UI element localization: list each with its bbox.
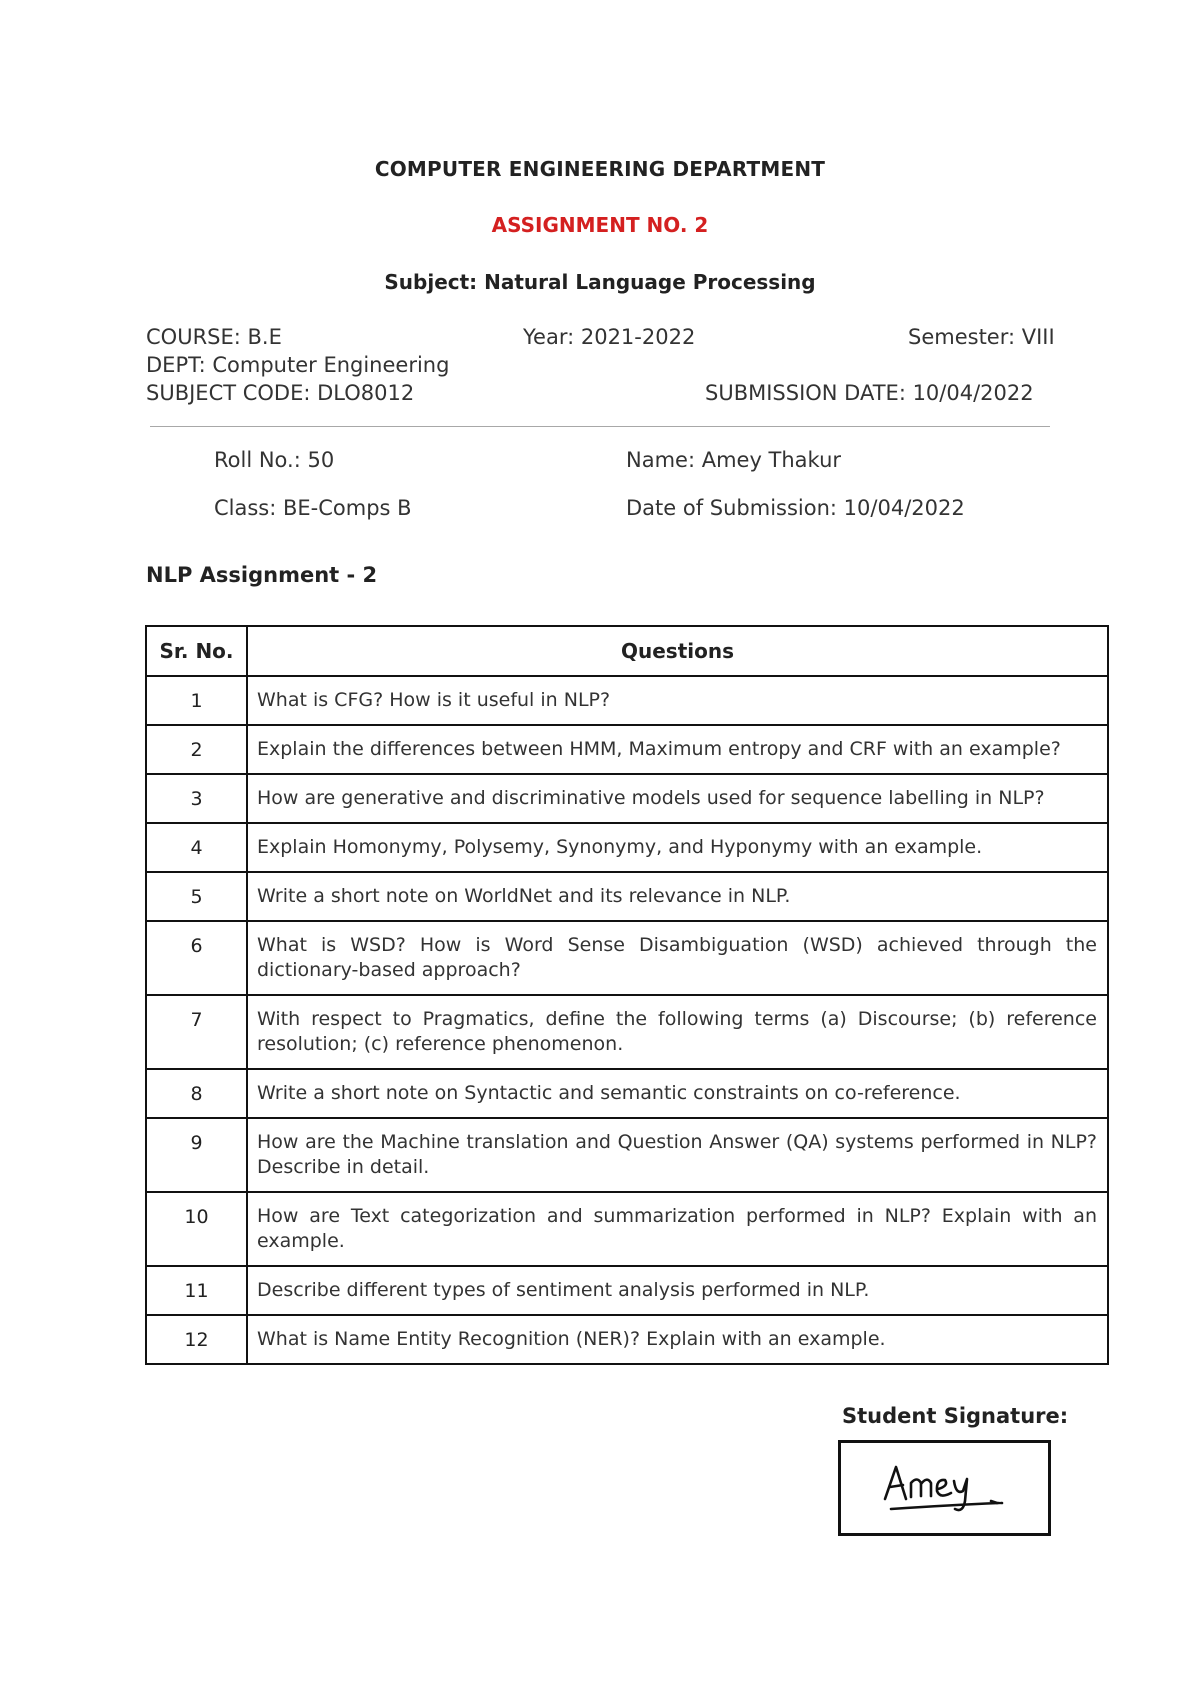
submission-date-info: SUBMISSION DATE: 10/04/2022 [705, 381, 1034, 405]
assignment-title: ASSIGNMENT NO. 2 [491, 213, 709, 237]
sr-number: 4 [146, 823, 247, 872]
question-text: What is Name Entity Recognition (NER)? Explain with an example. [247, 1315, 1108, 1364]
sr-number: 5 [146, 872, 247, 921]
table-row [146, 1266, 1108, 1315]
question-text: Explain the differences between HMM, Maximum entropy and CRF with an example? [247, 725, 1108, 774]
divider [150, 426, 1050, 427]
column-header-sr-no: Sr. No. [146, 626, 247, 676]
subject-code-info: SUBJECT CODE: DLO8012 [146, 381, 415, 405]
question-text: How are the Machine translation and Question Answer (QA) systems performed in NLP? Describe in detail. [247, 1118, 1108, 1192]
sr-number: 6 [146, 921, 247, 995]
sr-number: 7 [146, 995, 247, 1069]
section-title: NLP Assignment - 2 [146, 563, 378, 587]
question-text: Write a short note on WorldNet and its relevance in NLP. [247, 872, 1108, 921]
question-text: What is CFG? How is it useful in NLP? [247, 676, 1108, 725]
signature-box [838, 1440, 1051, 1536]
table-header-row [146, 626, 1108, 676]
questions-table [145, 625, 1109, 1365]
column-header-questions: Questions [247, 626, 1108, 676]
table-row [146, 725, 1108, 774]
sr-number: 12 [146, 1315, 247, 1364]
question-text: What is WSD? How is Word Sense Disambiguation (WSD) achieved through the dictionary-based approach? [247, 921, 1108, 995]
question-text: With respect to Pragmatics, define the following terms (a) Discourse; (b) reference resolution; (c) reference phenomenon. [247, 995, 1108, 1069]
date-of-submission: Date of Submission: 10/04/2022 [626, 496, 965, 520]
year-info: Year: 2021-2022 [523, 325, 696, 349]
sr-number: 3 [146, 774, 247, 823]
question-text: Describe different types of sentiment analysis performed in NLP. [247, 1266, 1108, 1315]
handwritten-signature [841, 1443, 1048, 1533]
table-row [146, 1315, 1108, 1364]
sr-number: 8 [146, 1069, 247, 1118]
subject-title: Subject: Natural Language Processing [384, 270, 816, 294]
question-text: Write a short note on Syntactic and semantic constraints on co-reference. [247, 1069, 1108, 1118]
sr-number: 11 [146, 1266, 247, 1315]
sr-number: 10 [146, 1192, 247, 1266]
table-row [146, 1192, 1108, 1266]
sr-number: 9 [146, 1118, 247, 1192]
sr-number: 2 [146, 725, 247, 774]
student-name: Name: Amey Thakur [626, 448, 842, 472]
question-text: How are generative and discriminative models used for sequence labelling in NLP? [247, 774, 1108, 823]
signature-label: Student Signature: [842, 1404, 1069, 1428]
table-row [146, 921, 1108, 995]
table-row [146, 774, 1108, 823]
roll-number: Roll No.: 50 [214, 448, 335, 472]
department-title: COMPUTER ENGINEERING DEPARTMENT [374, 157, 826, 181]
student-class: Class: BE-Comps B [214, 496, 412, 520]
semester-info: Semester: VIII [908, 325, 1055, 349]
table-row [146, 676, 1108, 725]
sr-number: 1 [146, 676, 247, 725]
question-text: How are Text categorization and summarization performed in NLP? Explain with an example. [247, 1192, 1108, 1266]
table-row [146, 1069, 1108, 1118]
dept-info: DEPT: Computer Engineering [146, 353, 450, 377]
table-row [146, 1118, 1108, 1192]
question-text: Explain Homonymy, Polysemy, Synonymy, and Hyponymy with an example. [247, 823, 1108, 872]
table-row [146, 872, 1108, 921]
table-row [146, 823, 1108, 872]
course-info: COURSE: B.E [146, 325, 282, 349]
table-row [146, 995, 1108, 1069]
